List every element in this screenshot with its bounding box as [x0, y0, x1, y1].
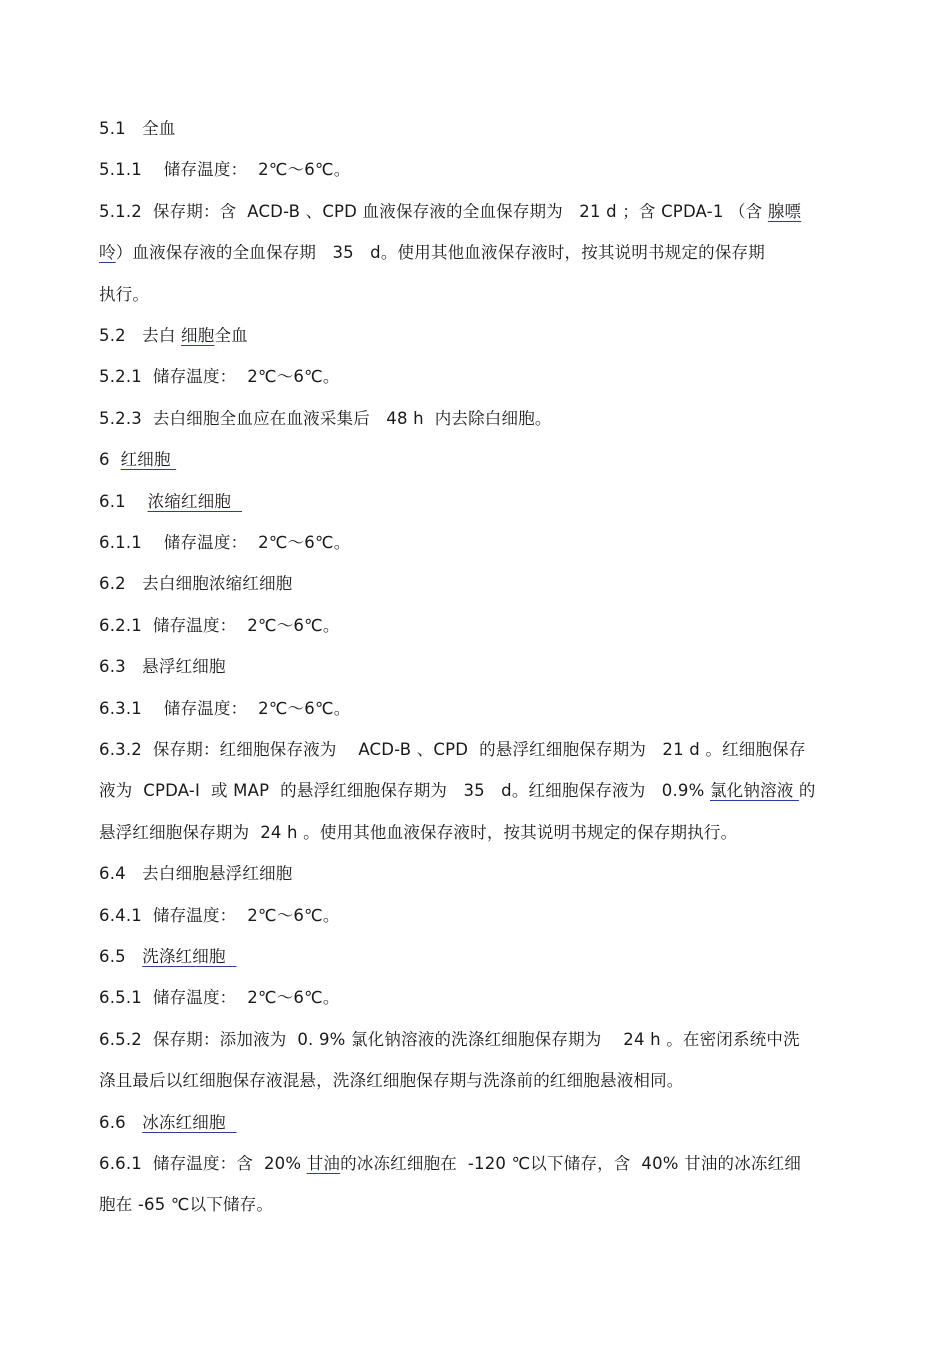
linked-term[interactable]: 洗涤红细胞	[142, 947, 237, 966]
text-segment: 5.2 去白	[99, 326, 182, 345]
text-line	[99, 987, 839, 1009]
text-line	[99, 118, 839, 140]
text-segment: 5.1 全血	[99, 119, 176, 138]
linked-term[interactable]: 腺嘌	[767, 202, 802, 221]
text-segment: 6.3 悬浮红细胞	[99, 657, 226, 676]
text-segment: 5.2.1 储存温度： 2℃～6℃。	[99, 367, 340, 386]
linked-term[interactable]: 冰冻红细胞	[142, 1113, 237, 1132]
text-segment: 6.2 去白细胞浓缩红细胞	[99, 574, 293, 593]
text-segment: 悬浮红细胞保存期为 24 h 。使用其他血液保存液时，按其说明书规定的保存期执行。	[99, 823, 738, 842]
text-segment: 6.6	[99, 1113, 143, 1132]
linked-term[interactable]: 浓缩红细胞	[147, 492, 243, 511]
text-line	[99, 284, 839, 306]
text-segment: 6.3.2 保存期：红细胞保存液为 ACD-B 、CPD 的悬浮红细胞保存期为 21 d 。红细胞保存	[99, 740, 806, 759]
linked-term[interactable]: 细胞	[181, 326, 215, 345]
text-segment: 6.4 去白细胞悬浮红细胞	[99, 864, 293, 883]
text-segment: 5.1.1 储存温度： 2℃～6℃。	[99, 160, 351, 179]
text-segment: 5.1.2 保存期：含 ACD-B 、CPD 血液保存液的全血保存期为 21 d ；含 CPDA-1 （含	[99, 202, 768, 221]
text-line	[99, 159, 839, 181]
text-line	[99, 325, 839, 347]
text-line	[99, 573, 839, 595]
text-segment: 6.1.1 储存温度： 2℃～6℃。	[99, 533, 351, 552]
text-line	[99, 1029, 839, 1051]
text-line	[99, 863, 839, 885]
text-line	[99, 656, 839, 678]
linked-term[interactable]: 氯化钠溶液	[709, 781, 799, 800]
linked-term[interactable]: 呤	[99, 243, 116, 262]
text-line	[99, 491, 839, 513]
text-segment: 全血	[214, 326, 248, 345]
text-line	[99, 532, 839, 554]
linked-term[interactable]: 红细胞	[120, 450, 177, 469]
text-segment: 6.6.1 储存温度：含 20%	[99, 1154, 307, 1173]
text-segment: 6.5	[99, 947, 143, 966]
text-line	[99, 698, 839, 720]
text-line	[99, 1112, 839, 1134]
text-segment: 6.3.1 储存温度： 2℃～6℃。	[99, 699, 351, 718]
text-line	[99, 780, 839, 802]
text-segment: 胞在 -65 ℃以下储存。	[99, 1195, 274, 1214]
text-line	[99, 1153, 839, 1175]
text-line	[99, 739, 839, 761]
text-segment: 6.5.1 储存温度： 2℃～6℃。	[99, 988, 340, 1007]
text-segment: ）血液保存液的全血保存期 35 d。使用其他血液保存液时，按其说明书规定的保存期	[115, 243, 765, 262]
text-line	[99, 366, 839, 388]
text-segment: 6.5.2 保存期：添加液为 0. 9% 氯化钠溶液的洗涤红细胞保存期为 24 h 。在密闭系统中洗	[99, 1030, 800, 1049]
text-line	[99, 1070, 839, 1092]
text-line	[99, 615, 839, 637]
text-line	[99, 449, 839, 471]
text-line	[99, 822, 839, 844]
text-segment: 6.1	[99, 492, 148, 511]
text-line	[99, 905, 839, 927]
text-segment: 5.2.3 去白细胞全血应在血液采集后 48 h 内去除白细胞。	[99, 409, 552, 428]
text-segment: 液为 CPDA-I 或 MAP 的悬浮红细胞保存期为 35 d。红细胞保存液为 0.9%	[99, 781, 710, 800]
text-line	[99, 201, 839, 223]
text-segment: 6.2.1 储存温度： 2℃～6℃。	[99, 616, 340, 635]
text-segment: 6.4.1 储存温度： 2℃～6℃。	[99, 906, 340, 925]
text-segment: 执行。	[99, 285, 150, 304]
text-segment: 的冰冻红细胞在 -120 ℃以下储存，含 40% 甘油的冰冻红细	[340, 1154, 802, 1173]
text-segment: 的	[798, 781, 816, 800]
text-segment: 涤且最后以红细胞保存液混悬，洗涤红细胞保存期与洗涤前的红细胞悬液相同。	[99, 1071, 684, 1090]
text-line	[99, 242, 839, 264]
text-line	[99, 408, 839, 430]
text-line	[99, 1194, 839, 1216]
text-segment: 6	[99, 450, 121, 469]
text-line	[99, 946, 839, 968]
linked-term[interactable]: 甘油	[306, 1154, 341, 1173]
